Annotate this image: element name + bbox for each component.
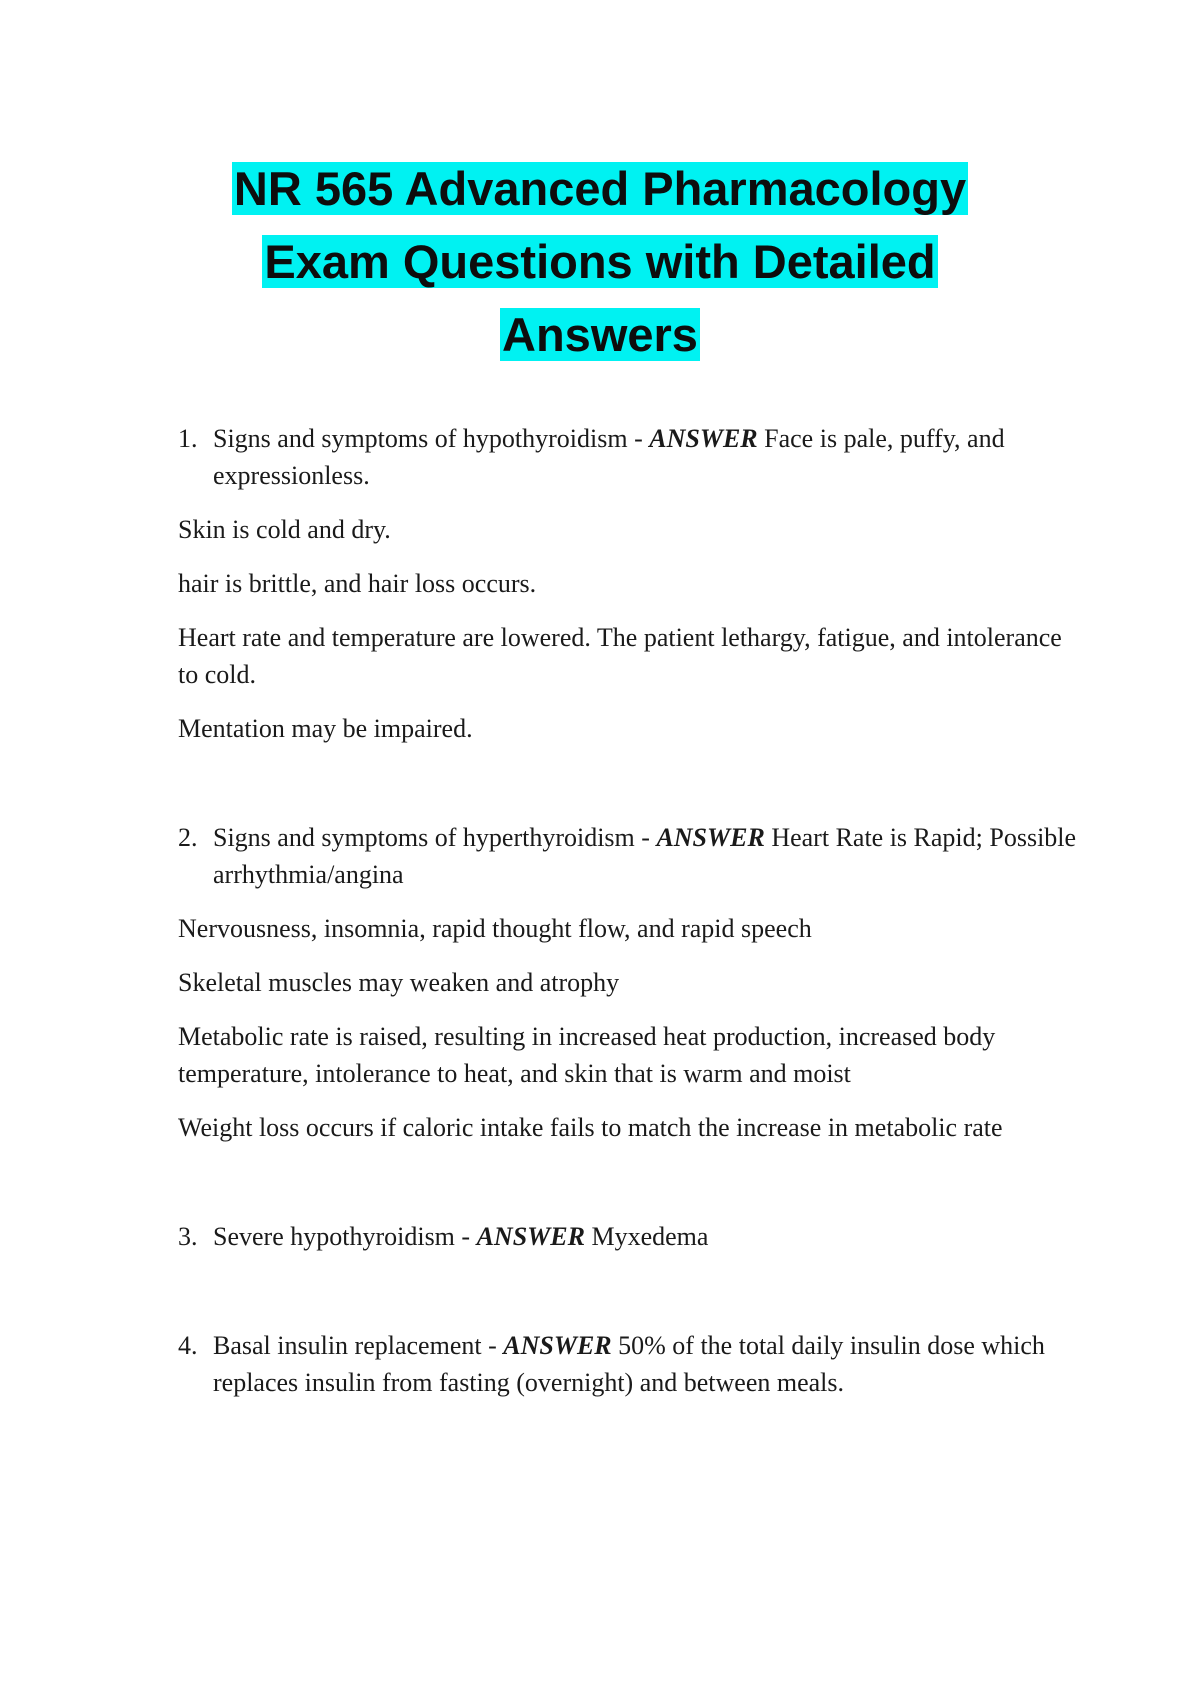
question-number: 1. bbox=[178, 424, 198, 453]
answer-paragraph: Weight loss occurs if caloric intake fails to match the increase in metabolic rate bbox=[178, 1113, 1003, 1142]
answer-paragraph: Skin is cold and dry. bbox=[178, 515, 391, 544]
title-line-3: Answers bbox=[502, 308, 698, 361]
answer-text: 50% of the total daily insulin dose which replaces insulin from fasting (overnight) and between meals. bbox=[213, 1331, 1045, 1397]
spacer bbox=[178, 1255, 1078, 1327]
answer-text: Face is pale, puffy, and expressionless. bbox=[213, 424, 1005, 490]
answer-paragraph: hair is brittle, and hair loss occurs. bbox=[178, 569, 537, 598]
question-4 bbox=[178, 1327, 1078, 1401]
answer-label: ANSWER bbox=[503, 1331, 612, 1360]
question-number: 4. bbox=[178, 1331, 198, 1360]
question-text: Signs and symptoms of hyperthyroidism - bbox=[213, 823, 657, 852]
document-content bbox=[178, 420, 1078, 1401]
answer-paragraph: Nervousness, insomnia, rapid thought flow, and rapid speech bbox=[178, 914, 812, 943]
question-text: Severe hypothyroidism - bbox=[213, 1222, 477, 1251]
answer-paragraph: Heart rate and temperature are lowered. The patient lethargy, fatigue, and intolerance to cold. bbox=[178, 623, 1062, 689]
question-text: Signs and symptoms of hypothyroidism - bbox=[213, 424, 650, 453]
question-text: Basal insulin replacement - bbox=[213, 1331, 504, 1360]
document-title bbox=[120, 152, 1080, 371]
question-3 bbox=[178, 1218, 1078, 1255]
question-1 bbox=[178, 420, 1078, 494]
answer-label: ANSWER bbox=[649, 424, 758, 453]
spacer bbox=[178, 1146, 1078, 1218]
answer-paragraph: Metabolic rate is raised, resulting in increased heat production, increased body temperature, intolerance to heat, and skin that is warm and moist bbox=[178, 1022, 996, 1088]
answer-text: Heart Rate is Rapid; Possible arrhythmia/angina bbox=[213, 823, 1077, 889]
answer-paragraph: Mentation may be impaired. bbox=[178, 714, 473, 743]
title-line-2: Exam Questions with Detailed bbox=[264, 235, 936, 288]
title-line-1: NR 565 Advanced Pharmacology bbox=[233, 162, 967, 215]
question-2 bbox=[178, 819, 1078, 893]
answer-label: ANSWER bbox=[476, 1222, 585, 1251]
answer-paragraph: Skeletal muscles may weaken and atrophy bbox=[178, 968, 620, 997]
question-number: 2. bbox=[178, 823, 198, 852]
answer-text: Myxedema bbox=[591, 1222, 709, 1251]
spacer bbox=[178, 747, 1078, 819]
question-number: 3. bbox=[178, 1222, 198, 1251]
answer-label: ANSWER bbox=[656, 823, 765, 852]
